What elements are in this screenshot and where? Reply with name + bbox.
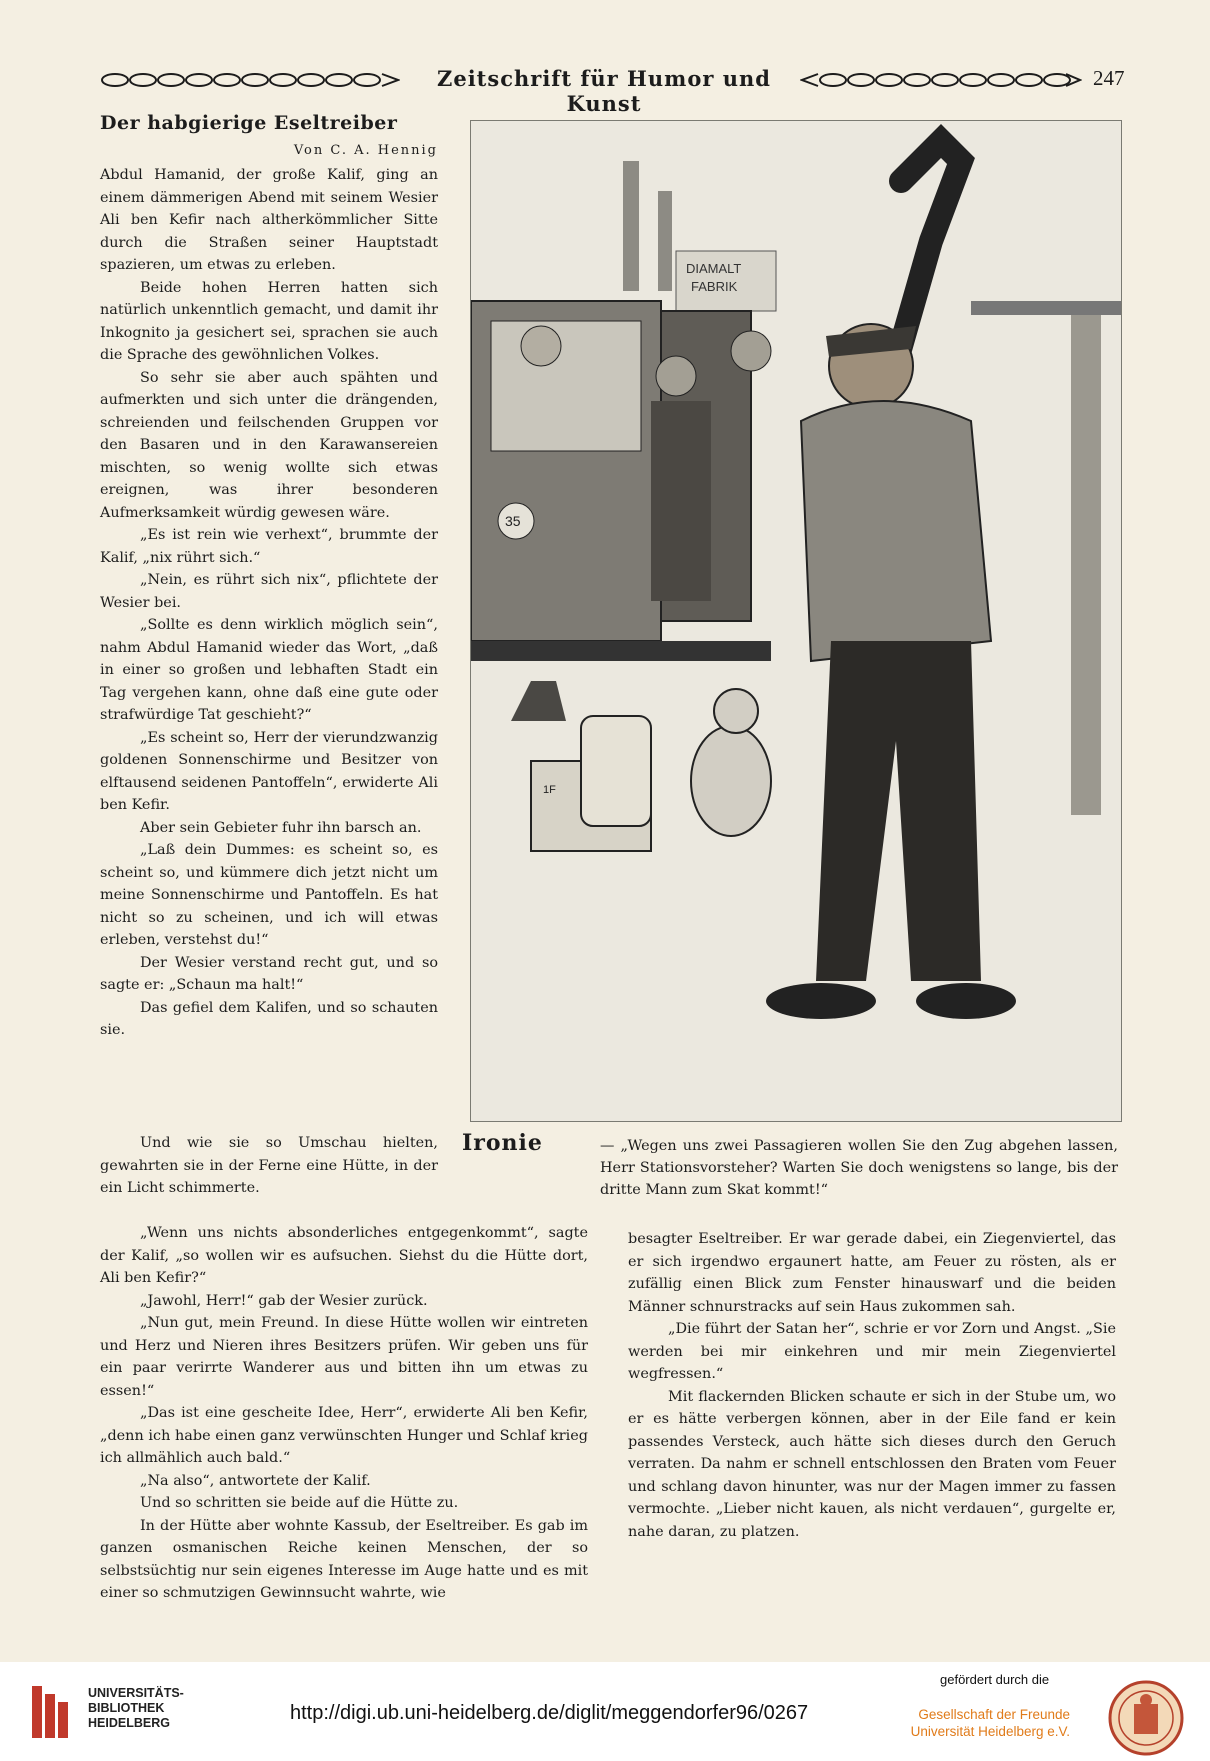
chimney xyxy=(623,161,639,291)
paragraph: „Na also“, antwortete der Kalif. xyxy=(140,1472,371,1489)
masthead-title: Zeitschrift für Humor und Kunst xyxy=(437,66,771,116)
paragraph: Und so schritten sie beide auf die Hütte zu. xyxy=(140,1495,459,1511)
paragraph: Das gefiel dem Kalifen, und so schauten sie. xyxy=(100,999,438,1038)
page-number: 247 xyxy=(1093,66,1125,90)
chimney xyxy=(658,191,672,291)
passenger-head xyxy=(731,331,771,371)
header-ornament-right xyxy=(800,70,1082,90)
library-line: HEIDELBERG xyxy=(88,1716,170,1730)
article-title: Der habgierige Eseltreiber xyxy=(100,112,398,134)
paragraph: Und wie sie so Umschau hielten, gewahrten sie in der Ferne eine Hütte, in der ein Licht schimmerte. xyxy=(100,1135,438,1196)
paragraph: „Es scheint so, Herr der vierundzwanzig goldenen Sonnenschirme und Besitzer von elftausend seidenen Pantoffeln“, erwiderte Ali ben Kefir. xyxy=(100,729,438,813)
article-column-left xyxy=(100,164,438,1042)
passenger-body xyxy=(651,401,711,601)
car-number: 35 xyxy=(505,513,521,529)
article-column-bottom-left xyxy=(100,1222,588,1605)
dog-head xyxy=(714,689,758,733)
library-line: BIBLIOTHEK xyxy=(88,1701,165,1715)
barrel xyxy=(581,716,651,826)
paragraph: „Sollte es denn wirklich möglich sein“, nahm Abdul Hamanid wieder das Wort, „daß in einer so großen und lebhaften Stadt ein Tag vergehen kann, ohne daß eine gute oder strafwürdige Tat geschieht?“ xyxy=(100,617,438,723)
article-byline: Von C. A. Hennig xyxy=(293,143,438,158)
paragraph: „Es ist rein wie verhext“, brummte der Kalif, „nix rührt sich.“ xyxy=(100,527,438,566)
stationmaster-shoe xyxy=(916,983,1016,1019)
dancing-dog xyxy=(691,726,771,836)
university-seal-icon xyxy=(1108,1680,1184,1756)
stationmaster-coat xyxy=(801,401,991,661)
sponsor-line: Gesellschaft der Freunde xyxy=(918,1707,1070,1722)
paragraph: Beide hohen Herren hatten sich natürlich unkenntlich gemacht, und damit ihr Inkognito ja gesichert sei, sprachen sie auch die Sprache des gewöhnlichen Volkes. xyxy=(100,279,438,363)
article-column-left-continued xyxy=(100,1132,438,1200)
paragraph: In der Hütte aber wohnte Kassub, der Eseltreiber. Es gab im ganzen osmanischen Reiche keinen Menschen, der so selbstsüchtig nur sein eigenes Interesse im Auge hatte und es mit einer so schmutzigen Gewinnsucht wahrte, wie xyxy=(100,1517,588,1601)
carriage-step xyxy=(471,641,771,661)
paragraph: Mit flackernden Blicken schaute er sich in der Stube um, wo er es hätte verbergen können, aber in der Eile fand er kein passendes Versteck, auch hätte sich dieses durch den Geruch verraten. Da nahm er schnell entschlossen den Braten vom Feuer und schlang davon hinunter, was nur der Magen immer zu fassen vermochte. „Lieber nicht kauen, als nicht verdauen“, gurgelte er, nahe daran, zu platzen. xyxy=(628,1388,1116,1540)
page-header xyxy=(100,66,1130,116)
sponsor-label: gefördert durch die xyxy=(940,1672,1050,1687)
paragraph: „Nein, es rührt sich nix“, pflichtete der Wesier bei. xyxy=(100,572,438,611)
paragraph: Aber sein Gebieter fuhr ihn barsch an. xyxy=(140,819,422,836)
article-column-bottom-right xyxy=(628,1228,1116,1543)
crate-label: 1F xyxy=(543,784,556,796)
carriage-window xyxy=(491,321,641,451)
library-logo-icon xyxy=(30,1684,70,1740)
paragraph: „Die führt der Satan her“, schrie er vor Zorn und Angst. „Sie werden bei mir einkehren und mir mein Ziegenviertel wegfressen.“ xyxy=(628,1321,1116,1382)
platform-roof xyxy=(971,301,1121,315)
factory-sign-line1: DIAMALT xyxy=(686,261,742,276)
illustration-ironie xyxy=(470,120,1122,1122)
paragraph: „Nun gut, mein Freund. In diese Hütte wollen wir eintreten und Herz und Nieren ihres Besitzers prüfen. Wir geben uns für ein paar verirrte Wanderer aus und bitten ihn um etwas zu essen!“ xyxy=(100,1315,588,1399)
sponsor-name xyxy=(910,1706,1070,1740)
permalink-url[interactable]: http://digi.ub.uni-heidelberg.de/diglit/meggendorfer96/0267 xyxy=(290,1702,809,1724)
paragraph: So sehr sie aber auch spähten und aufmerkten und sich unter die drängenden, schreienden und feilschenden Gruppen vor den Basaren und in den Karawansereien mischten, so wenig wollte sich etwas ereignen, was ihrer besonderen Aufmerksamkeit würdig gewesen wäre. xyxy=(100,369,438,521)
sponsor-line: Universität Heidelberg e.V. xyxy=(910,1724,1070,1739)
paragraph: „Jawohl, Herr!“ gab der Wesier zurück. xyxy=(140,1292,428,1309)
paragraph: Der Wesier verstand recht gut, und so sagte er: „Schaun ma halt!“ xyxy=(100,954,438,993)
paragraph: „Laß dein Dummes: es scheint so, es scheint so, und kümmere dich jetzt nicht um meine Sonnenschirme und Pantoffeln. Es hat nicht so zu scheinen, und ich will etwas erleben, verstehst du!“ xyxy=(100,842,438,948)
caption-title: Ironie xyxy=(462,1130,543,1156)
digitization-footer xyxy=(0,1662,1210,1761)
paragraph: „Wenn uns nichts absonderliches entgegenkommt“, sagte der Kalif, „so wollen wir es aufsuchen. Siehst du die Hütte dort, Ali ben Kefir?“ xyxy=(100,1225,588,1286)
stationmaster-shoe xyxy=(766,983,876,1019)
library-line: UNIVERSITÄTS- xyxy=(88,1686,184,1700)
passenger-head xyxy=(656,356,696,396)
platform-post xyxy=(1071,315,1101,815)
paragraph: „Das ist eine gescheite Idee, Herr“, erwiderte Ali ben Kefir, „denn ich habe einen ganz verwünschten Hunger und Schlaf krieg ich allmählich auch bald.“ xyxy=(100,1405,588,1466)
factory-sign-line2: FABRIK xyxy=(691,279,738,294)
paragraph: Abdul Hamanid, der große Kalif, ging an einem dämmerigen Abend mit seinem Wesier Ali ben Kefir nach altherkömmlicher Sitte durch die Straßen seiner Hauptstadt spazieren, um etwas zu erleben. xyxy=(100,167,438,273)
illustration-drawing xyxy=(471,121,1121,1121)
header-ornament-left xyxy=(100,70,400,90)
paragraph: besagter Eseltreiber. Er war gerade dabei, ein Ziegenviertel, das er sich irgendwo ergaunert hatte, am Feuer zu rösten, als er zufällig einen Blick zum Fenster hinauswarf und die beiden Männer schnurstracks auf sein Haus zukommen sah. xyxy=(628,1231,1116,1315)
library-name xyxy=(88,1686,184,1731)
caption-text: — „Wegen uns zwei Passagieren wollen Sie den Zug abgehen lassen, Herr Stationsvorsteher? Warten Sie doch wenigstens so lange, bis der dritte Mann zum Skat kommt!“ xyxy=(600,1138,1118,1198)
passenger-head xyxy=(521,326,561,366)
